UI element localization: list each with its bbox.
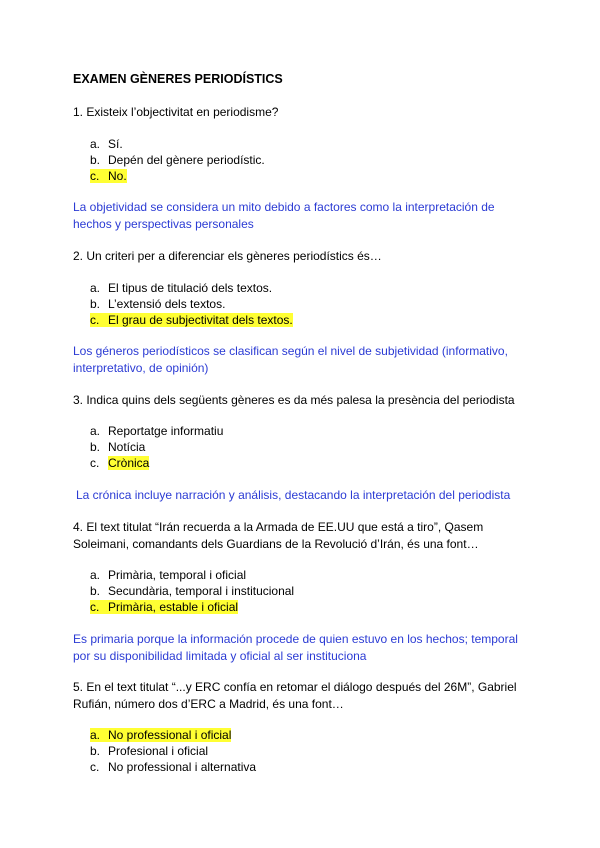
page-title: EXAMEN GÈNERES PERIODÍSTICS [73, 72, 283, 86]
question-3: 3. Indica quins dels següents gèneres es da més palesa la presència del periodista [73, 393, 515, 407]
option-3a: a. Reportatge informatiu [90, 424, 224, 438]
question-1: 1. Existeix l’objectivitat en periodisme? [73, 105, 279, 119]
option-4a: a. Primària, temporal i oficial [90, 568, 247, 582]
explanation-3: La crónica incluye narración y análisis, destacando la interpretación del periodista [76, 488, 511, 502]
option-2b: b. L’extensió dels textos. [90, 297, 226, 311]
option-1a: a. Sí. [90, 137, 123, 151]
option-2a: a. El tipus de titulació dels textos. [90, 281, 273, 295]
explanation-2: Los géneros periodísticos se clasifican según el nivel de subjetividad (informativo, interpretativo, de opinión) [73, 344, 508, 375]
options-5 [90, 727, 256, 775]
option-5c: c. No professional i alternativa [90, 760, 257, 774]
options-1 [90, 136, 265, 184]
option-5a-correct: a. No professional i oficial [90, 728, 232, 742]
option-3c-correct: c. Crònica [90, 456, 150, 470]
option-5b: b. Profesional i oficial [90, 744, 209, 758]
explanation-4: Es primaria porque la información procede de quien estuvo en los hechos; temporal por su disponibilidad limitada y oficial al ser instituciona [73, 632, 518, 663]
option-4b: b. Secundària, temporal i institucional [90, 584, 295, 598]
option-1b: b. Depén del gènere periodístic. [90, 153, 265, 167]
options-2 [90, 280, 293, 328]
question-2: 2. Un criteri per a diferenciar els gèneres periodístics és… [73, 249, 382, 263]
option-3b: b. Notícia [90, 440, 146, 454]
question-5: 5. En el text titulat “...y ERC confía en retomar el diálogo después del 26M”, Gabriel Rufián, número dos d’ERC a Madrid, és una font… [73, 680, 517, 711]
options-4 [90, 567, 294, 615]
option-4c-correct: c. Primària, estable i oficial [90, 600, 239, 614]
question-4: 4. El text titulat “Irán recuerda a la Armada de EE.UU que está a tiro”, Qasem Soleimani, comandants dels Guardians de la Revolució d’Irán, és una font… [73, 520, 484, 551]
explanation-1: La objetividad se considera un mito debido a factores como la interpretación de hechos y perspectivas personales [73, 200, 495, 231]
option-1c-correct: c. No. [90, 169, 127, 183]
option-2c-correct: c. El grau de subjectivitat dels textos. [90, 313, 293, 327]
options-3 [90, 423, 223, 471]
